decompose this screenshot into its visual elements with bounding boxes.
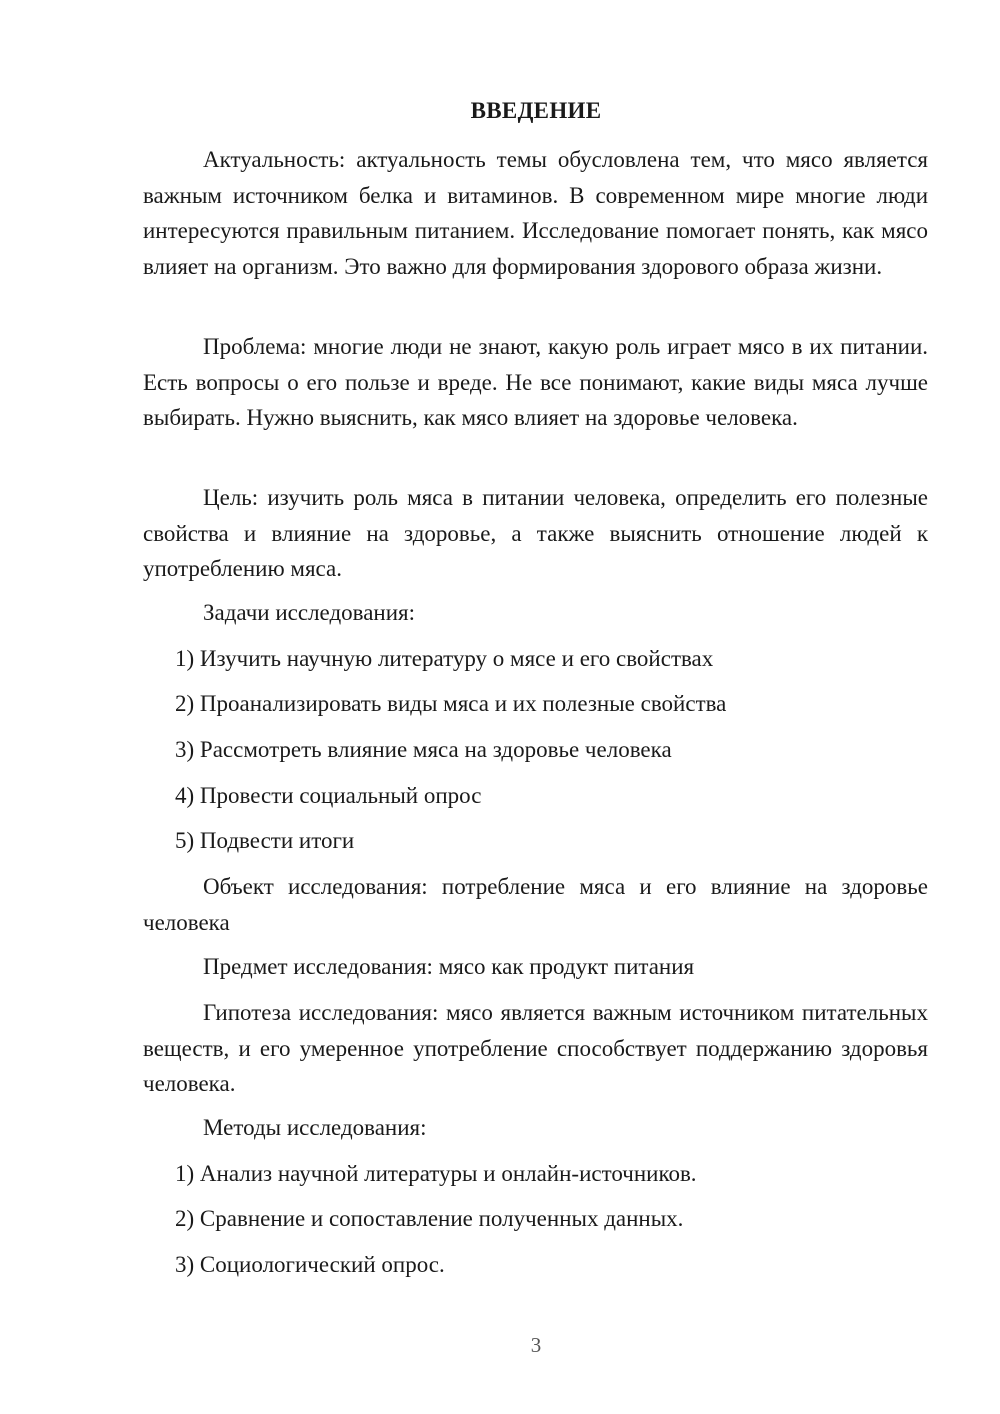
subject-paragraph: Предмет исследования: мясо как продукт питания bbox=[203, 954, 695, 979]
task-item: 5) Подвести итоги bbox=[175, 828, 355, 853]
task-item: 4) Провести социальный опрос bbox=[175, 783, 482, 808]
task-item: 1) Изучить научную литературу о мясе и его свойствах bbox=[175, 646, 714, 671]
relevance-paragraph: Актуальность: актуальность темы обусловлена тем, что мясо является важным источником белка и витаминов. В современном мире многие люди интересуются правильным питанием. Исследование помогает понять, как мясо влияет на организм. Это важно для формирования здорового образа жизни. bbox=[143, 147, 928, 279]
task-item: 3) Рассмотреть влияние мяса на здоровье человека bbox=[175, 737, 672, 762]
method-item: 3) Социологический опрос. bbox=[175, 1252, 445, 1277]
problem-paragraph: Проблема: многие люди не знают, какую роль играет мясо в их питании. Есть вопросы о его пользе и вреде. Не все понимают, какие виды мяса лучше выбирать. Нужно выяснить, как мясо влияет на здоровье человека. bbox=[143, 334, 928, 430]
object-paragraph: Объект исследования: потребление мяса и его влияние на здоровье человека bbox=[143, 874, 928, 935]
tasks-heading: Задачи исследования: bbox=[203, 600, 416, 625]
method-item: 1) Анализ научной литературы и онлайн-источников. bbox=[175, 1161, 697, 1186]
task-item: 2) Проанализировать виды мяса и их полезные свойства bbox=[175, 691, 727, 716]
goal-paragraph: Цель: изучить роль мяса в питании человека, определить его полезные свойства и влияние на здоровье, а также выяснить отношение людей к употреблению мяса. bbox=[143, 485, 928, 581]
page-number: 3 bbox=[530, 1333, 542, 1357]
methods-heading: Методы исследования: bbox=[203, 1115, 427, 1140]
hypothesis-paragraph: Гипотеза исследования: мясо является важным источником питательных веществ, и его умеренное употребление способствует поддержанию здоровья человека. bbox=[143, 1000, 928, 1096]
method-item: 2) Сравнение и сопоставление полученных данных. bbox=[175, 1206, 684, 1231]
section-title: ВВЕДЕНИЕ bbox=[470, 98, 602, 123]
